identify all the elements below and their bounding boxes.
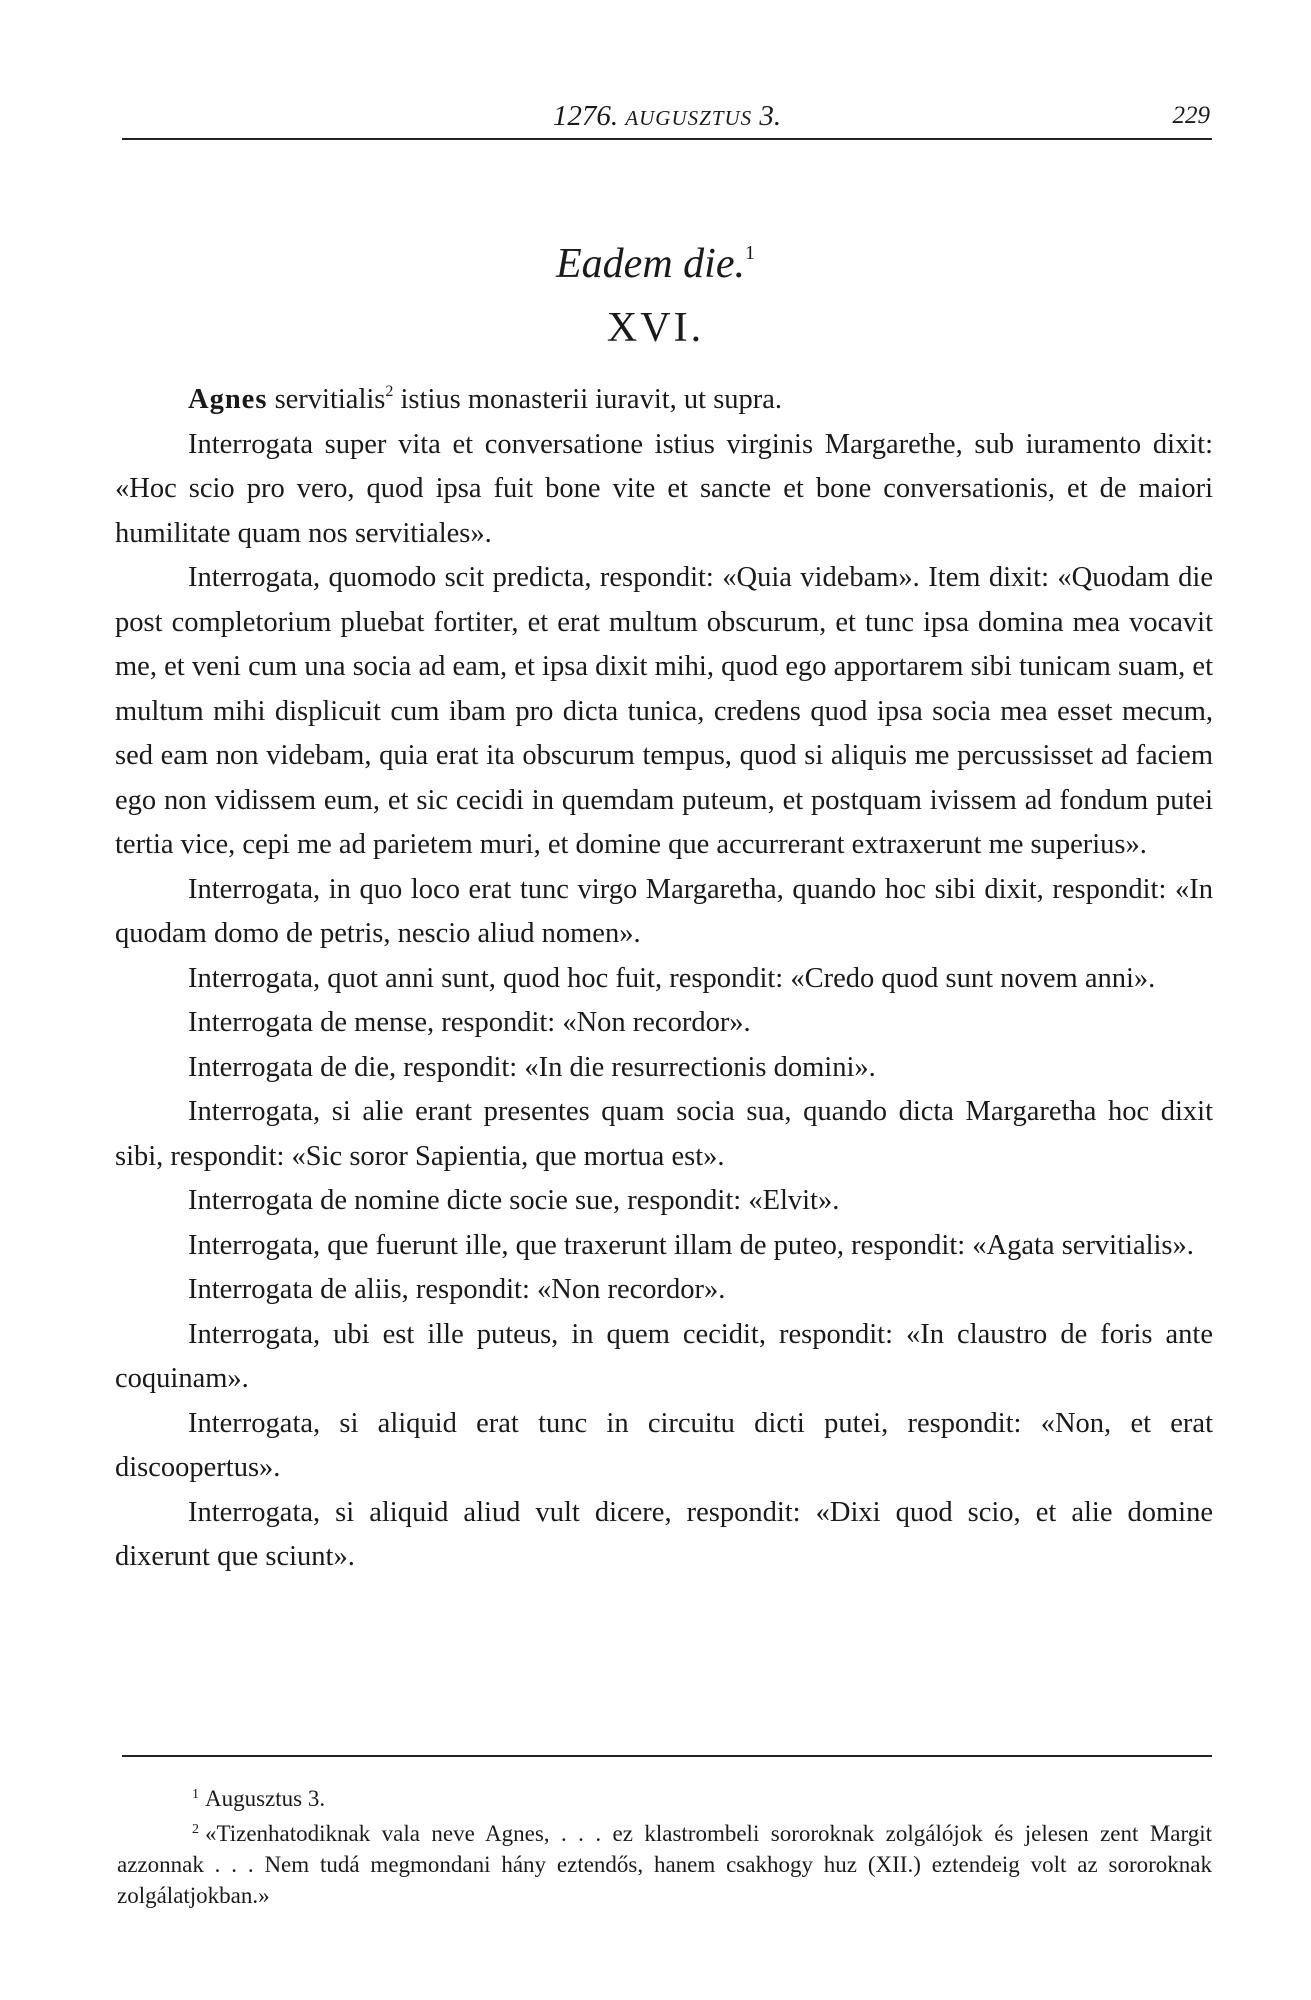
witness-title: servitialis bbox=[267, 384, 386, 415]
running-head-year: 1276. bbox=[552, 100, 619, 132]
paragraph: Interrogata de nomine dicte socie sue, respondit: «Elvit». bbox=[188, 1185, 840, 1216]
footnote-mark: 1 bbox=[192, 1787, 199, 1802]
running-head-day: 3. bbox=[759, 100, 782, 132]
paragraph: Interrogata, quomodo scit predicta, respondit: «Quia videbam». Item dixit: «Quodam die post completorium pluebat fortiter, et erat multum obscurum, et tunc ipsa domina mea vocavit me, et veni cum una socia ad eam, et ipsa dixit mihi, quod ego apportarem sibi tunicam suam, et multum mihi displicuit cum ibam pro dicta tunica, credens quod ipsa socia mea esset mecum, sed eam non videbam, quia erat ita obscurum tempus, quod si aliquis me percussisset ad faciem ego non vidissem eum, et sic cecidi in quemdam puteum, et postquam ivissem ad fondum putei tertia vice, cepi me ad parietem muri, et domine que accurrerant extraxerunt me superius». bbox=[115, 562, 1213, 860]
body-text bbox=[115, 370, 1213, 1580]
title-footnote-mark: 1 bbox=[744, 242, 755, 264]
footnote-mark: 2 bbox=[192, 1822, 199, 1837]
footnote bbox=[117, 1779, 1212, 1814]
paragraph: Interrogata, ubi est ille puteus, in quem cecidit, respondit: «In claustro de foris ante coquinam». bbox=[115, 1318, 1213, 1394]
paragraph: Interrogata, que fuerunt ille, que traxerunt illam de puteo, respondit: «Agata servitialis». bbox=[188, 1229, 1194, 1261]
page-number: 229 bbox=[1172, 102, 1210, 129]
footnote-text: «Tizenhatodiknak vala neve Agnes, . . . ez klastrombeli sororoknak zolgálójok és jelesen zent Margit azzonnak . . . Nem tudá megmondani hány eztendős, hanem csakhogy huz (XII.) eztendeig volt az sororoknak zolgálatjokban.» bbox=[117, 1821, 1212, 1908]
opening-text: istius monasterii iuravit, ut supra. bbox=[393, 384, 783, 415]
footnote-divider bbox=[122, 1755, 1212, 1757]
section-roman-numeral: XVI. bbox=[606, 305, 705, 351]
paragraph: Interrogata, si alie erant presentes quam socia sua, quando dicta Margaretha hoc dixit sibi, respondit: «Sic soror Sapientia, que mortua est». bbox=[115, 1096, 1213, 1172]
paragraph: Interrogata de aliis, respondit: «Non recordor». bbox=[188, 1274, 726, 1305]
paragraph: Interrogata, si aliquid erat tunc in circuitu dicti putei, respondit: «Non, et erat discoopertus». bbox=[115, 1407, 1213, 1483]
running-head-title bbox=[122, 100, 1212, 133]
paragraph: Interrogata de mense, respondit: «Non recordor». bbox=[188, 1007, 751, 1038]
running-head bbox=[122, 98, 1212, 140]
paragraph: Interrogata super vita et conversatione istius virginis Margarethe, sub iuramento dixit: «Hoc scio pro vero, quod ipsa fuit bone vite et sancte et bone conversationis, et de maiori humilitate quam nos servitiales». bbox=[115, 428, 1213, 549]
footnotes bbox=[117, 1779, 1212, 1911]
opening-paragraph bbox=[115, 370, 1213, 423]
section-title bbox=[0, 240, 1311, 288]
paragraph: Interrogata, in quo loco erat tunc virgo Margaretha, quando hoc sibi dixit, respondit: «In quodam domo de petris, nescio aliud nomen». bbox=[115, 873, 1213, 949]
footnote bbox=[117, 1814, 1212, 1911]
witness-name: Agnes bbox=[188, 384, 268, 415]
footnote-text: Augusztus 3. bbox=[205, 1786, 326, 1811]
paragraph: Interrogata, si aliquid aliud vult dicere, respondit: «Dixi quod scio, et alie domine dixerunt que sciunt». bbox=[115, 1496, 1213, 1572]
paragraph: Interrogata de die, respondit: «In die resurrectionis domini». bbox=[188, 1051, 876, 1083]
witness-footnote-mark: 2 bbox=[385, 383, 394, 400]
paragraph: Interrogata, quot anni sunt, quod hoc fuit, respondit: «Credo quod sunt novem anni». bbox=[188, 962, 1156, 994]
running-head-month: AUGUSZTUS bbox=[625, 106, 753, 130]
section-title-text: Eadem die. bbox=[556, 241, 745, 287]
